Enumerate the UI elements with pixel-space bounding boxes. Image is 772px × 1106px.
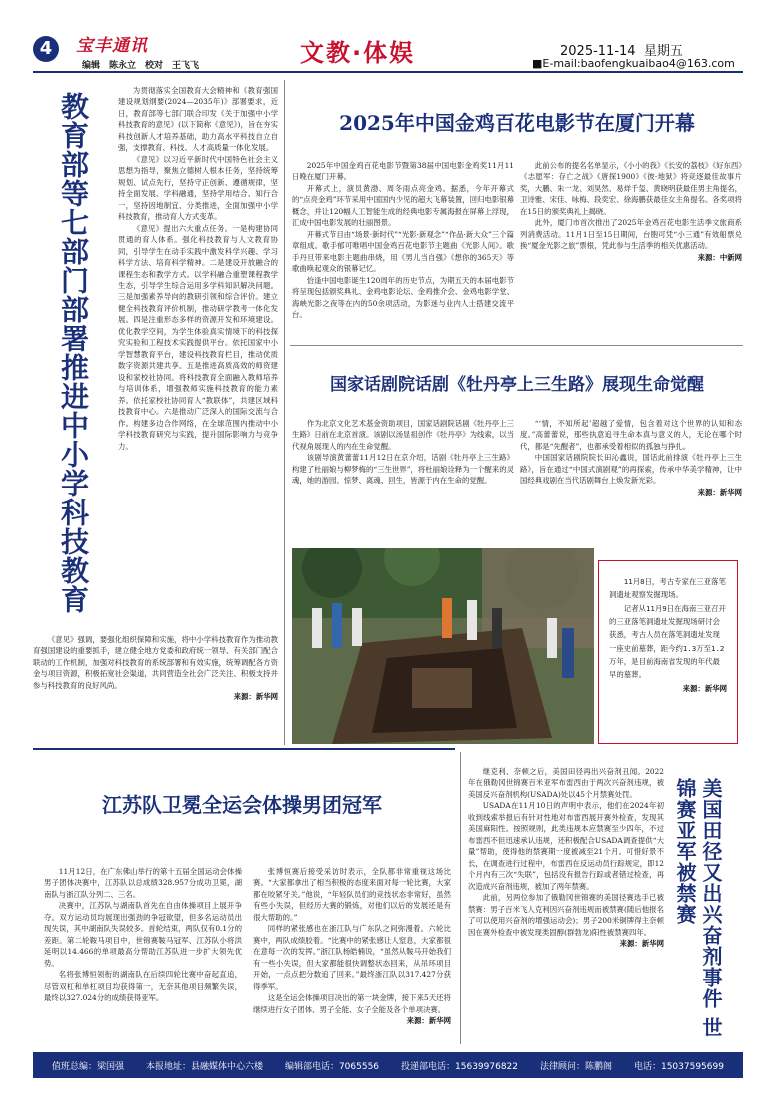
film-article-col1: 2025年中国金鸡百花电影节暨第38届中国电影金鸡奖11月11日晚在厦门开幕。 开幕式上，演员黄渤、周冬雨点亮金鸡。据悉，今年开幕式的“点亮金鸡”环节采用中国国内少见的超大飞幕装置，回归电影银幕概念，并让120幅人工智能生成的经典电影专属海报在屏幕上浮现，汇成中国电影发展的壮丽图景。 开幕式节目由“场景·新时代”“光影·新观念”“作品·新大众”三个篇章组成。歌手郁可唯唱中国金鸡百花电影节主题曲《光影人间》。歌手丹旦带来电影主题曲串烧，用《男儿当自强》《想你的365天》等歌曲唤起观众的银幕记忆。 恰逢中国电影诞生120周年的历史节点，为期五天的本届电影节将呈现包括颁奖典礼、金鸡电影论坛、金鸡推介会、金鸡电影学堂、海峡光影之夜等在内的50余项活动，为影迷与业内人士搭建交流平台。 (292, 161, 514, 320)
excavation-photo (292, 548, 594, 744)
footer-duty-editor: 值班总编：梁国强 (51, 1061, 124, 1072)
photo-caption-line2: 记者从11月9日在海南三亚召开的三亚落笔洞遗址发掘现场研讨会获悉，考古人员在落笔洞遗址发现一座史前墓葬，距今约1.3万至1.2万年，是目前海南省发现的年代最早的墓葬。 (609, 603, 726, 680)
edu-headline: 教育部等七部门部署推进中小学科技教育 (57, 92, 90, 614)
issue-date: 2025-11-14 星期五 (560, 44, 683, 59)
footer-legal-advisor: 法律顾问：陈鹏阁 (539, 1061, 612, 1072)
film-source: 来源：中新网 (697, 252, 742, 262)
gym-article-col1: 11月12日，在广东佛山举行的第十五届全国运动会体操男子团体决赛中，江苏队以总成绩328.957分成功卫冕，湖南队与浙江队分列二、三名。 决赛中，江苏队与湖南队首先在自由体操项目上展开争夺。双方运动员均展现出强劲的争冠欲望，但多名运动员出现失误，其中湖南队失误较多。首轮结束，两队仅有0.1分的差距。第二轮鞍马项目中，世锦赛鞍马冠军、江苏队小将洪延明以14.466的单项最高分帮助江苏队进一步扩大领先优势。 名将张博恒领衔的湖南队在后续四轮比赛中奋起直追，尽管双杠和单杠项目均获得第一，无奈其他项目频繁失误，最终以327.024分的成绩获得亚军。 (44, 867, 242, 1003)
edu-article: 为贯彻落实全国教育大会精神和《教育强国建设规划纲要(2024—2035年)》部署要求，近日，教育部等七部门联合印发《关于加强中小学科技教育的意见》(以下简称《意见》)，旨在夯实科技创新人才培养基础，助力高水平科技自立自强，支撑教育、科技、人才高质量一体化发展。 《意见》以习近平新时代中国特色社会主义思想为指导，聚焦立德树人根本任务，坚持统筹规划、试点先行，坚持守正创新、遵循规律，坚持全面发展、学科融通，坚持学用结合、知行合一，坚持因地制宜、分类推进，全面加强中小学科技教育，推动育人方式变革。 《意见》提出六大重点任务。一是构建协同贯通的育人体系。强化科技教育与人文教育协同，引导学生在动手实践中激发科学兴趣、学习科学方法、培育科学精神。二是建设开放融合的课程生态和教学方式。以学科融合重塑课程教学生态，引导学生综合运用多学科知识解决问题。三是加强素养导向的教研引领和综合评价。建立健全科技教育评价机制，推动研学教考一体化发展。四是注重形态多样的资源开发和环境建设。优化教学空间，为学生体验真实情境下的科技探究实验和工程技术实践提供平台。依托国家中小学智慧教育平台，建设科技教育栏目，推动优质数字资源共建共享。五是推进高质高效的师资建设和家校社协同。将科技教育全面融入教师培养与培训体系，增强教师实施科技教育的能力素养。依托家校社协同育人“教联体”，共建区域科技教育中心。六是推动广泛深入的国际交流与合作。构建多边合作网络，在全球范围内推动中小学科技教育研究与实践，提升国际影响力与竞争力。 (118, 86, 278, 451)
photo-caption-line1: 11月8日，考古专家在三亚落笔洞遗址观察发掘现场。 (609, 577, 726, 600)
section-title: 文教·体娱 (300, 39, 416, 67)
doping-article: 继克利、奈顿之后，美国田径再出兴奋剂丑闻。2022年在俄勒冈世锦赛百米亚军布雷西由于两次兴奋剂违规，被美国反兴奋剂机构(USADA)处以45个月禁赛处罚。 USADA在11月10日的声明中表示，他们在2024年初收到线索举报后有针对性地对布雷西展开赛外检查，发现其美国麻阳性。按照规则，此类违规本应禁赛至少四年，不过布雷西不但迅速承认违规，还积极配合USADA调查提供“大量”帮助，使得他的禁赛期一度被减至21个月。可惜好景不长，在调查进行过程中，布雷西在反运动员行踪规定，即12个月内有三次“失联”，包括没有报告行踪或者错过检查，再次造成兴奋剂违规，被加了两年禁赛。 此前，另两位参加了俄勒冈世锦赛的美国径赛选手已被禁赛：男子百米飞人克利因兴奋剂违规而被禁赛(随后他报名了可以使用兴奋剂的增强运动会)；男子200米铜牌得主奈顿因在赛外检查中被发现类固醇(群勃龙)阳性被禁赛四年。 来源：新华网 (468, 767, 664, 949)
edu-source: 来源：新华网 (233, 692, 278, 702)
drama-article-col2: “‘情，不知所起’超越了爱情，包含着对这个世界的认知和态度。”高蕾蕾说，那些执意追寻生命本真与意义的人，无论在哪个时代，都是“先醒者”，也都承受着相似的孤独与挣扎。 中国国家话剧院院长田沁鑫说，国话此前排演《牡丹亭上三生路》，旨在通过“中国式演剧观”的再探索，传承中华美学精神，让中国经典戏剧在当代话剧舞台上焕发新光彩。 来源：新华网 (520, 419, 742, 497)
footer-address: 本报地址：县融媒体中心六楼 (145, 1061, 263, 1072)
page-number: 4 (33, 36, 59, 62)
email: ■E-mail:baofengkuaibao4@163.com (532, 57, 735, 70)
doping-headline: 美国田径又出兴奋剂事件 世锦赛亚军被禁赛 (673, 778, 723, 1038)
column-rule-2 (460, 752, 461, 1044)
footer-bar (33, 1052, 743, 1078)
section-rule-1 (290, 345, 743, 346)
excavation-photo-image (292, 548, 594, 744)
footer-phone: 电话：15037595699 (633, 1061, 724, 1072)
masthead (0, 0, 772, 78)
gym-article-col2: 张博恒赛后接受采访时表示，全队都非常重视这场比赛。“大家都拿出了相当积极的态度来面对每一轮比赛，大家都在咬紧牙关。”他说，“年轻队员们的竞技状态非常好，虽然有些小失误，但经历大赛的锻炼，对他们以后的发展还是有很大帮助的。” 同样的紧张感也在浙江队与广东队之间弥漫着。六轮比赛中，两队成绩胶着。“比赛中的紧张感让人窒息，大家都很在意每一次的发挥。”浙江队杨皓楠说，“虽然从鞍马开始我们有一些小失误，但大家都能很快调整状态回来，从吊环项目开始，一点点把分数追了回来。”最终浙江队以317.427分获得季军。 这是全运会体操项目决出的第一块金牌，接下来5天还将继续进行女子团体、男子全能、女子全能及各个单项决赛。 来源：新华网 (253, 867, 451, 1026)
masthead-rule (33, 71, 743, 73)
photo-caption-box (598, 560, 738, 744)
drama-source: 来源：新华网 (697, 487, 742, 497)
section-rule-2 (33, 748, 455, 750)
drama-headline: 国家话剧院话剧《牡丹亭上三生路》展现生命觉醒 (330, 375, 704, 395)
editor-line: 编辑 陈永立 校对 王飞飞 (82, 61, 200, 71)
newspaper-logo: 宝丰通讯 (76, 36, 148, 56)
footer-editorial-phone: 编辑部电话：7065556 (284, 1061, 380, 1072)
gym-headline: 江苏队卫冕全运会体操男团冠军 (102, 793, 382, 817)
footer-delivery-phone: 投递部电话：15639976822 (401, 1061, 519, 1072)
gym-source: 来源：新华网 (406, 1016, 451, 1026)
film-headline: 2025年中国金鸡百花电影节在厦门开幕 (339, 111, 695, 135)
photo-source: 来源：新华网 (682, 683, 727, 693)
column-rule-1 (284, 80, 285, 745)
drama-article-col1: 作为北京文化艺术基金资助项目，国家话剧院话剧《牡丹亭上三生路》日前在北京首演。该剧以汤显祖创作《牡丹亭》为线索，以当代视角展现人的内在生命觉醒。 该剧导演黄蕾蕾11月12日在京介绍，话剧《牡丹亭上三生路》构建了杜丽娘与柳梦梅的“三生世界”，将杜丽娘诠释为一个醒来的灵魂，她的游园、惊梦、离魂、回生，皆源于内在生命的觉醒。 (292, 419, 514, 486)
edu-article-cont: 《意见》强调，要强化组织保障和实施，将中小学科技教育作为推动教育强国建设的重要抓手，建立健全地方党委和政府统一领导、有关部门配合联动的工作机制，加强对科技教育的系统部署和有效实施，统筹调配各方资金与项目资源，积极拓宽社会渠道，共同营造全社会广泛关注、积极支持并参与科技教育的良好风尚。 来源：新华网 (33, 635, 278, 702)
film-article-col2: 此前公布的提名名单显示，《小小的我》《长安的荔枝》《好东西》《志愿军：存亡之战》《唐探1900》《彼·地狱》将竞逐最佳故事片奖，大鹏、朱一龙、刘昊然、易烊千玺、黄晓明获最佳男主角提名，卫诗雅、宋佳、咏梅、段奕宏、徐海鹏获最佳女主角提名。各奖项将在15日的颁奖典礼上揭晓。 此外，厦门市首次推出了2025年金鸡百花电影生活季文旅商系列消费活动。11月1日至15日期间，台胞可凭“小三通”有效船票兑换“厦金光影之旅”票根，凭此参与生活季的相关优惠活动。 来源：中新网 (520, 161, 742, 262)
doping-source: 来源：新华网 (619, 939, 664, 949)
